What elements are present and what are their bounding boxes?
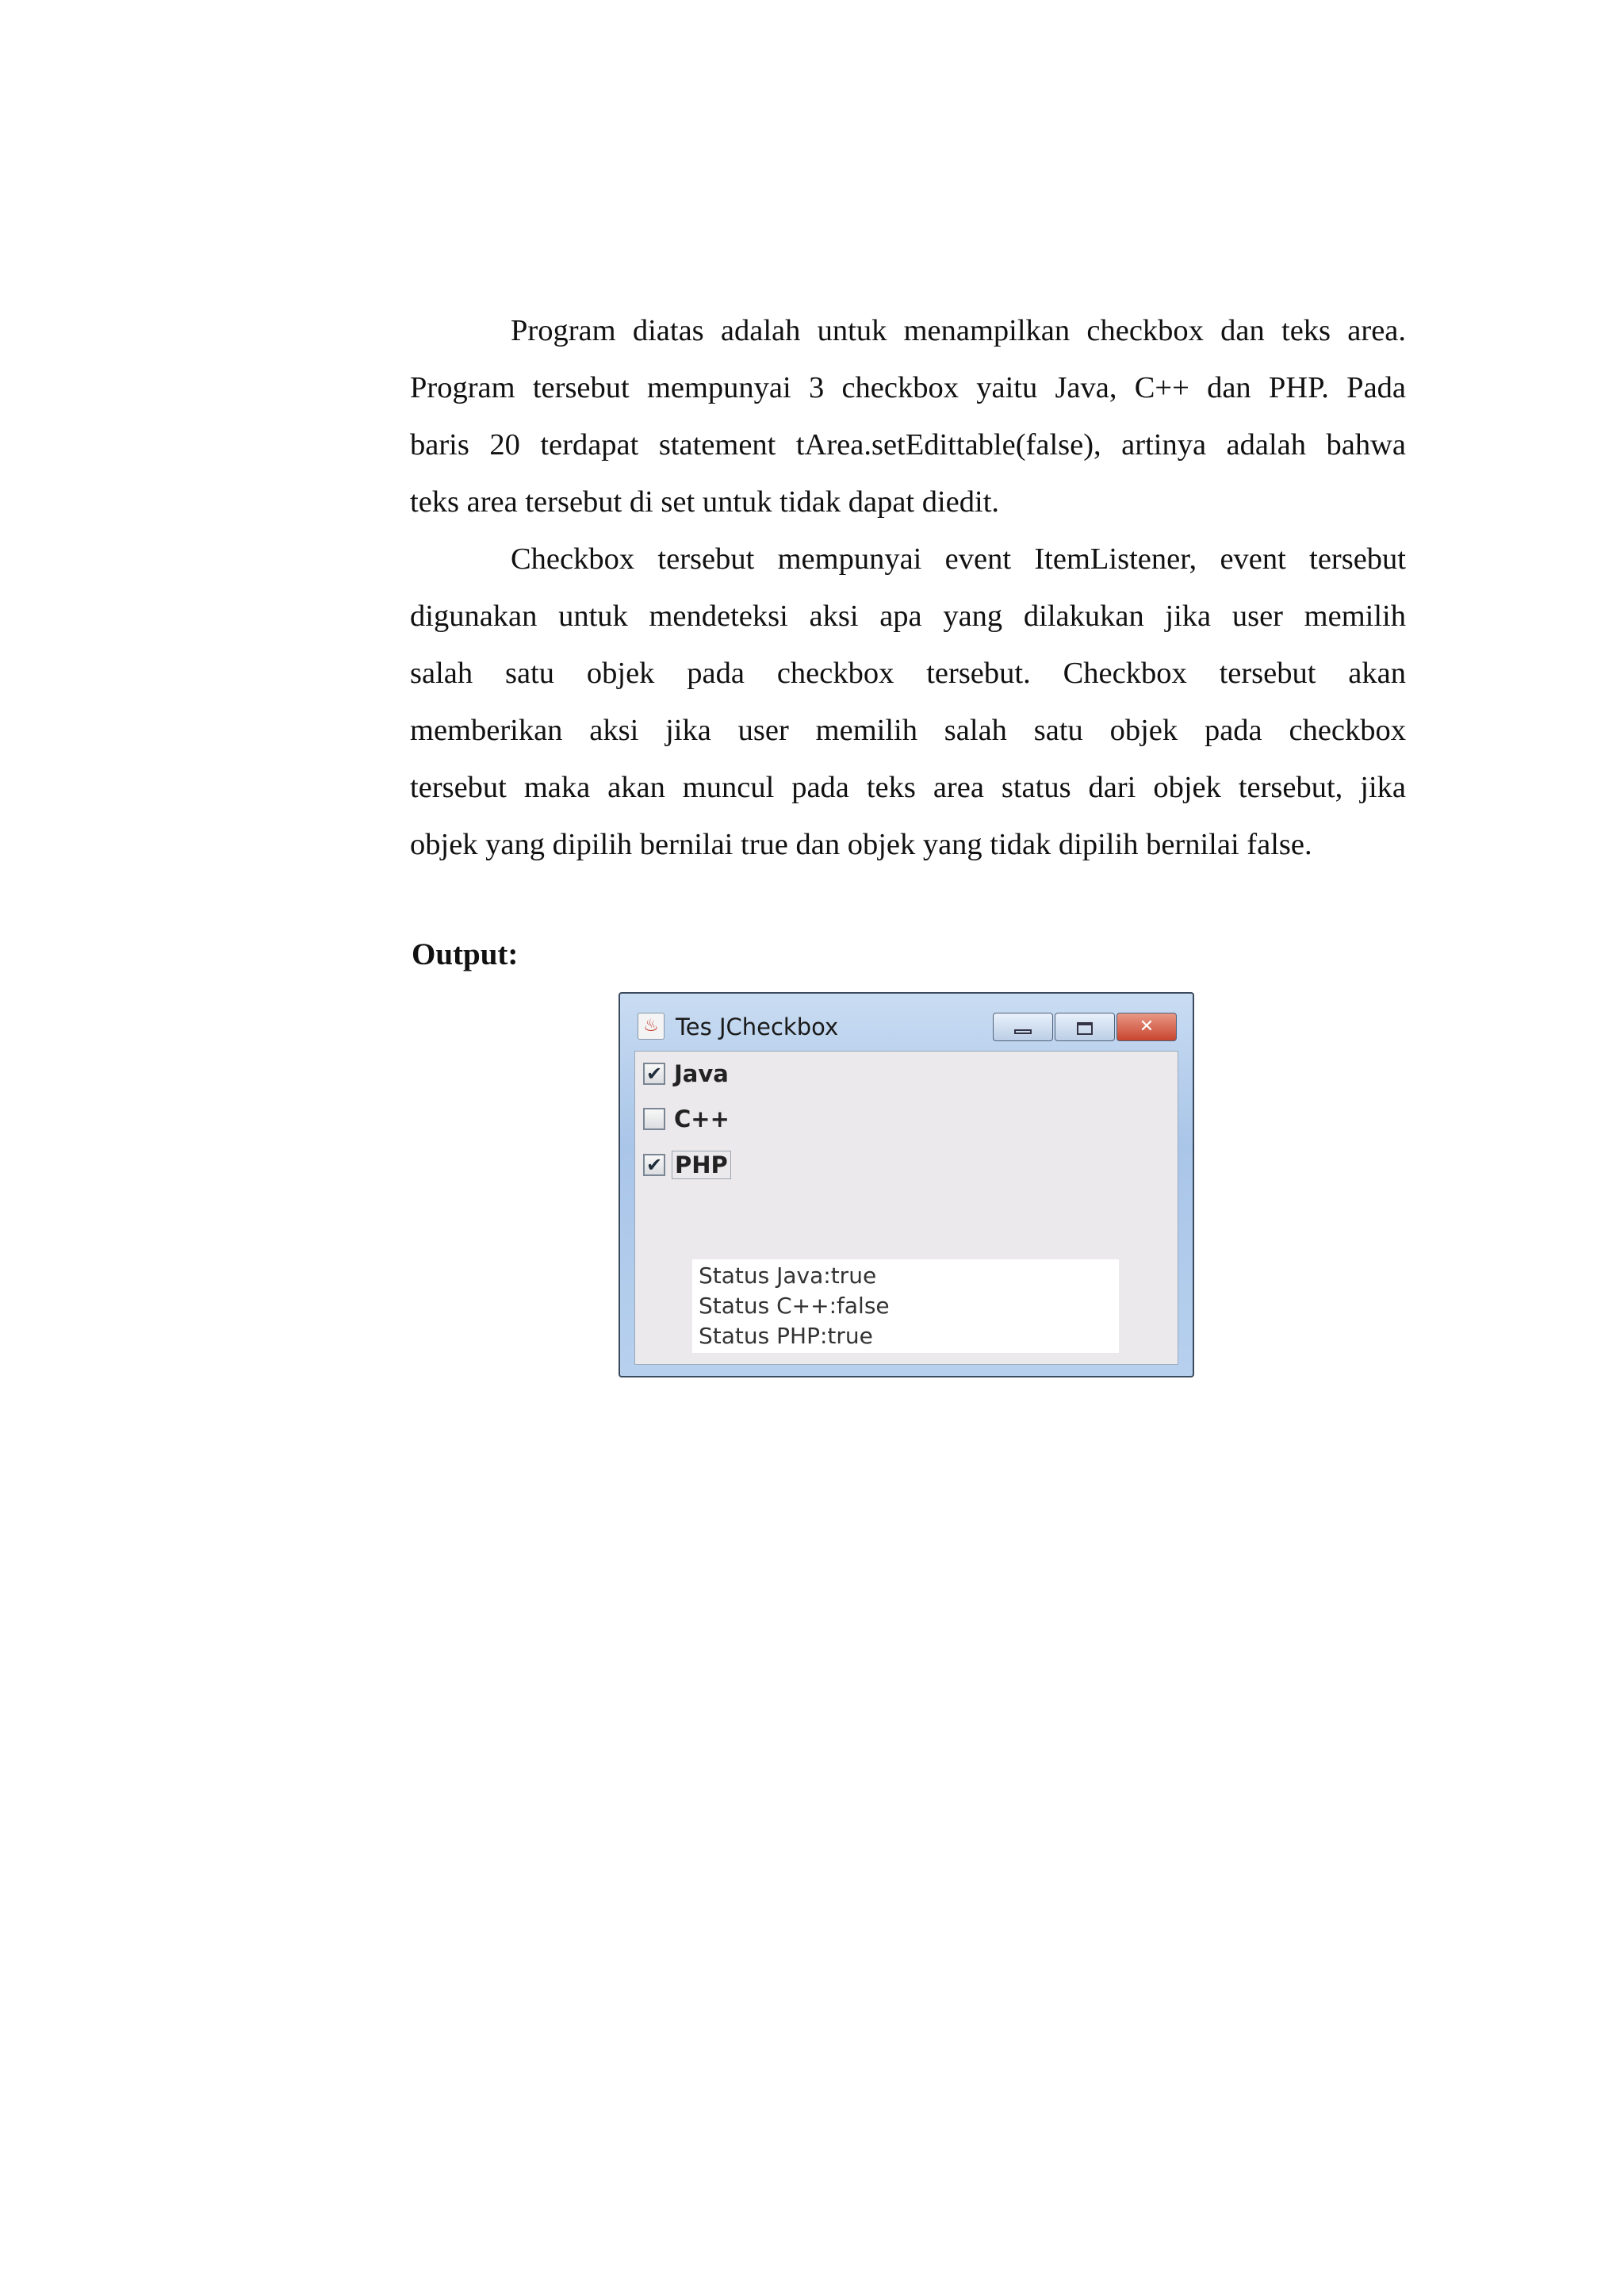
paragraph-2	[410, 531, 1406, 873]
minimize-button[interactable]	[993, 1013, 1053, 1041]
paragraph-line: teks area tersebut di set untuk tidak dapat diedit.	[410, 485, 1000, 519]
checkbox-label-java[interactable]: Java	[674, 1060, 729, 1087]
paragraph-line: salah satu objek pada checkbox tersebut. Checkbox tersebut akan	[410, 657, 1406, 690]
paragraph-line: baris 20 terdapat statement tArea.setEdittable(false), artinya adalah bahwa	[410, 428, 1406, 462]
paragraph-line: memberikan aksi jika user memilih salah satu objek pada checkbox	[410, 714, 1406, 747]
maximize-icon	[1077, 1022, 1093, 1035]
paragraph-1	[410, 302, 1406, 531]
checkbox-java[interactable]	[643, 1058, 731, 1090]
status-line-java: Status Java:true	[699, 1262, 877, 1289]
checkbox-checked-icon[interactable]: ✔	[643, 1063, 665, 1085]
close-button[interactable]	[1116, 1013, 1177, 1041]
paragraph-line: Program tersebut mempunyai 3 checkbox yaitu Java, C++ dan PHP. Pada	[410, 371, 1406, 404]
status-line-php: Status PHP:true	[699, 1323, 873, 1349]
output-heading: Output:	[412, 937, 519, 971]
checkbox-label-cpp[interactable]: C++	[674, 1105, 730, 1132]
checkbox-checked-icon[interactable]: ✔	[643, 1154, 665, 1176]
window-content	[634, 1051, 1178, 1365]
checkbox-label-php[interactable]: PHP	[672, 1151, 731, 1179]
checkbox-cpp[interactable]	[643, 1103, 732, 1135]
window-title: Tes JCheckbox	[676, 1013, 839, 1040]
window-titlebar[interactable]	[620, 994, 1193, 1051]
java-icon[interactable]: ♨	[638, 1013, 665, 1040]
app-window	[619, 992, 1194, 1377]
close-icon: ✕	[1139, 1017, 1155, 1036]
maximize-button[interactable]	[1055, 1013, 1115, 1041]
paragraph-line: objek yang dipilih bernilai true dan objek yang tidak dipilih bernilai false.	[410, 828, 1312, 861]
checkbox-php[interactable]	[643, 1149, 731, 1181]
checkbox-unchecked-icon[interactable]	[643, 1108, 665, 1130]
paragraph-line: Program diatas adalah untuk menampilkan checkbox dan teks area.	[511, 314, 1406, 347]
paragraph-line: Checkbox tersebut mempunyai event ItemListener, event tersebut	[511, 542, 1406, 576]
paragraph-line: tersebut maka akan muncul pada teks area status dari objek tersebut, jika	[410, 771, 1406, 804]
status-line-cpp: Status C++:false	[699, 1293, 890, 1319]
paragraph-line: digunakan untuk mendeteksi aksi apa yang dilakukan jika user memilih	[410, 600, 1406, 633]
minimize-icon	[1014, 1029, 1032, 1034]
status-text-area	[692, 1259, 1119, 1353]
